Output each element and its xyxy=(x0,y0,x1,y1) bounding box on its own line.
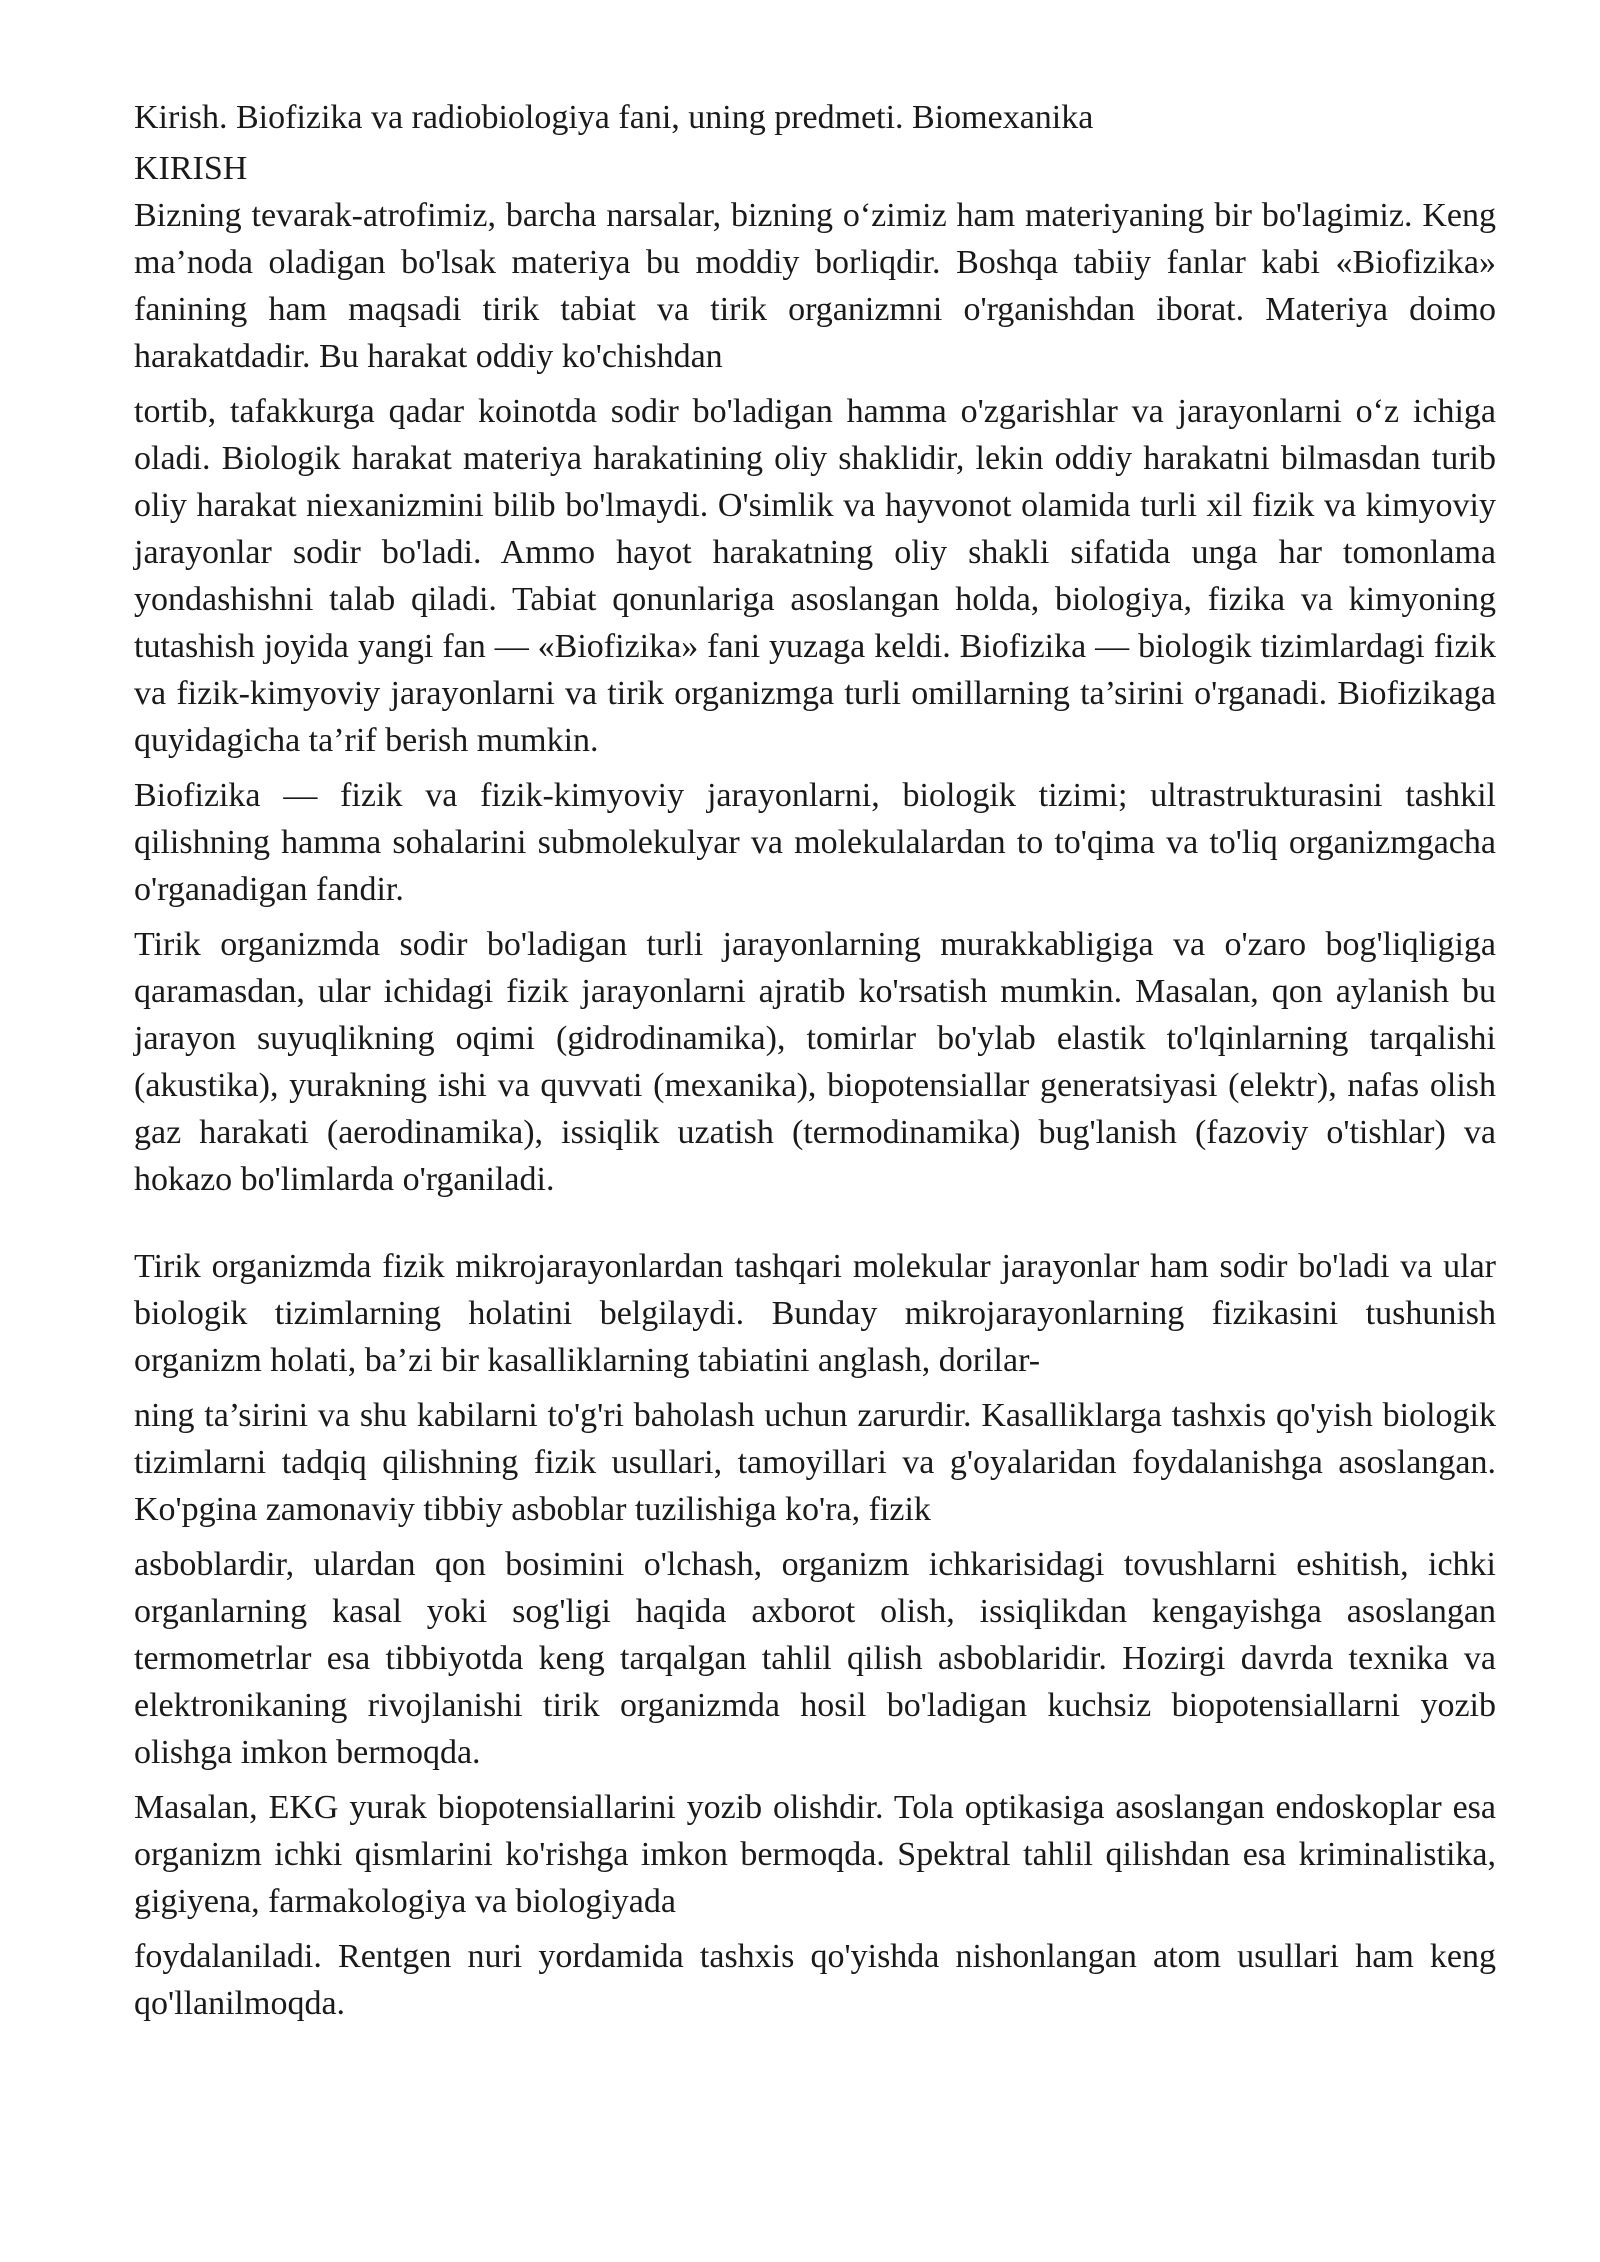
paragraph-9: foydalaniladi. Rentgen nuri yordamida tashxis qo'yishda nishonlangan atom usullari ham keng qo'llanilmoqda. xyxy=(134,1938,1496,2022)
paragraph-1: Bizning tevarak-atrofimiz, barcha narsalar, bizning o‘zimiz ham materiyaning bir bo'lagimiz. Keng ma’noda oladigan bo'lsak materiya bu moddiy borliqdir. Boshqa tabiiy fanlar kabi «Biofizika» fanining ham maqsadi tirik tabiat va tirik organizmni o'rganishdan iborat. Materiya doimo harakatdadir. Bu harakat oddiy ko'chishdan xyxy=(134,197,1496,375)
section-heading: KIRISH xyxy=(134,150,248,187)
document-title: Kirish. Biofizika va radiobiologiya fani, uning predmeti. Biomexanika xyxy=(134,99,1094,136)
paragraph-2: tortib, tafakkurga qadar koinotda sodir bo'ladigan hamma o'zgarishlar va jarayonlarni o‘z ichiga oladi. Biologik harakat materiya harakatining oliy shaklidir, lekin oddiy harakatni bilmasdan turib oliy harakat niexanizmini bilib bo'lmaydi. O'simlik va hayvonot olamida turli xil fizik va kimyoviy jarayonlar sodir bo'ladi. Ammo hayot harakatning oliy shakli sifatida unga har tomonlama yondashishni talab qiladi. Tabiat qonunlariga asoslangan holda, biologiya, fizika va kimyoning tutashish joyida yangi fan — «Biofizika» fani yuzaga keldi. Biofizika — biologik tizimlardagi fizik va fizik-kimyoviy jarayonlarni va tirik organizmga turli omillarning ta’sirini o'rganadi. Biofizikaga quyidagicha ta’rif berish mumkin. xyxy=(134,393,1496,759)
paragraph-5: Tirik organizmda fizik mikrojarayonlardan tashqari molekular jarayonlar ham sodir bo'ladi va ular biologik tizimlarning holatini belgilaydi. Bunday mikrojarayonlarning fizikasini tushunish organizm holati, ba’zi bir kasalliklarning tabiatini anglash, dorilar- xyxy=(134,1248,1496,1379)
paragraph-8: Masalan, EKG yurak biopotensiallarini yozib olishdir. Tola optikasiga asoslangan endoskoplar esa organizm ichki qismlarini ko'rishga imkon bermoqda. Spektral tahlil qilishdan esa kriminalistika, gigiyena, farmakologiya va biologiyada xyxy=(134,1789,1496,1920)
paragraph-6: ning ta’sirini va shu kabilarni to'g'ri baholash uchun zarurdir. Kasalliklarga tashxis qo'yish biologik tizimlarni tadqiq qilishning fizik usullari, tamoyillari va g'oyalaridan foydalanishga asoslangan. Ko'pgina zamonaviy tibbiy asboblar tuzilishiga ko'ra, fizik xyxy=(134,1397,1496,1528)
paragraph-3: Biofizika — fizik va fizik-kimyoviy jarayonlarni, biologik tizimi; ultrastrukturasini tashkil qilishning hamma sohalarini submolekulyar va molekulalardan to to'qima va to'liq organizmgacha o'rganadigan fandir. xyxy=(134,777,1496,908)
paragraph-7: asboblardir, ulardan qon bosimini o'lchash, organizm ichkarisidagi tovushlarni eshitish, ichki organlarning kasal yoki sog'ligi haqida axborot olish, issiqlikdan kengayishga asoslangan termometrlar esa tibbiyotda keng tarqalgan tahlil qilish asboblaridir. Hozirgi davrda texnika va elektronikaning rivojlanishi tirik organizmda hosil bo'ladigan kuchsiz biopotensiallarni yozib olishga imkon bermoqda. xyxy=(134,1546,1496,1771)
document-body xyxy=(134,94,1496,2035)
paragraph-4: Tirik organizmda sodir bo'ladigan turli jarayonlarning murakkabligiga va o'zaro bog'liqligiga qaramasdan, ular ichidagi fizik jarayonlarni ajratib ko'rsatish mumkin. Masalan, qon aylanish bu jarayon suyuqlikning oqimi (gidrodinamika), tomirlar bo'ylab elastik to'lqinlarning tarqalishi (akustika), yurakning ishi va quvvati (mexanika), biopotensiallar generatsiyasi (elektr), nafas olish gaz harakati (aerodinamika), issiqlik uzatish (termodinamika) bug'lanish (fazoviy o'tishlar) va hokazo bo'limlarda o'rganiladi. xyxy=(134,926,1496,1198)
